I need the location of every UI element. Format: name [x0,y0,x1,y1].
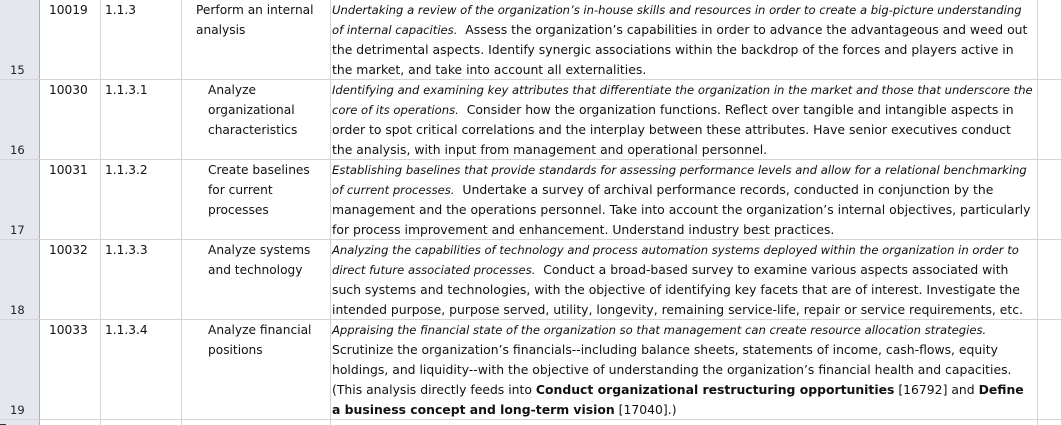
description-cell[interactable] [331,80,1038,159]
task-id-cell[interactable]: 10019 [40,0,101,79]
wbs-cell[interactable] [101,420,182,425]
description-body: Undertake a survey of archival performance records, conducted in conjunction by the management and the operations personnel. Take into account the organization’s internal objectives, particularly for process improvement and enhancement. Understand industry best practices. [332,182,1031,237]
description-summary: Analyzing the capabilities of technology and process automation systems deployed within the organization in order to direct future associated processes. [332,243,1019,277]
row-header[interactable] [0,160,40,239]
description-summary: Undertaking a review of the organization’s in-house skills and resources in order to create a big-picture understanding of internal capacities. [332,3,1022,37]
row-header[interactable] [0,420,40,425]
task-name-cell[interactable]: Perform an internal analysis [182,0,331,79]
row-number: 18 [10,303,25,317]
wbs-cell[interactable]: 1.1.3.4 [101,320,182,419]
task-name-cell[interactable]: Analyze systems and technology [182,240,331,319]
task-id-cell[interactable] [40,420,101,425]
linked-task-ref: [16792] and [898,382,975,397]
wbs-cell[interactable]: 1.1.3 [101,0,182,79]
wbs-cell[interactable]: 1.1.3.1 [101,80,182,159]
description-cell[interactable] [331,0,1038,79]
linked-task-restructuring: Conduct organizational restructuring opportunities [535,382,895,397]
row-header[interactable] [0,80,40,159]
row-header[interactable] [0,0,40,79]
description-body: Scrutinize the organization’s financials--including balance sheets, statements of income, cash-flows, equity holdings, and liquidity--with the objective of understanding the organization’s financial health and capacities. (This analysis directly feeds into [332,342,1012,397]
empty-cell[interactable] [1038,80,1061,159]
row-header[interactable] [0,320,40,419]
description-body: Assess the organization’s capabilities in order to advance the advantageous and weed out the detrimental aspects. Identify synergic associations within the backdrop of the forces and players active in the market, and take into account all externalities. [332,22,1028,77]
row-header[interactable] [0,240,40,319]
table-row[interactable] [0,80,1061,160]
task-name-cell[interactable]: Create baselines for current processes [182,160,331,239]
task-name-cell[interactable]: Analyze organizational characteristics [182,80,331,159]
description-cell[interactable] [331,240,1038,319]
task-name-cell[interactable] [182,420,331,425]
description-cell[interactable] [331,160,1038,239]
empty-cell[interactable] [1038,240,1061,319]
table-row[interactable] [0,0,1061,80]
wbs-cell[interactable]: 1.1.3.3 [101,240,182,319]
description-cell[interactable] [331,420,1038,425]
row-number: 15 [10,63,25,77]
linked-task-ref: [17040].) [618,402,677,417]
table-row[interactable] [0,160,1061,240]
row-number: 16 [10,143,25,157]
linked-task-business-concept: Define a business concept and long-term vision [332,382,1024,417]
description-cell[interactable] [331,320,1038,419]
empty-cell[interactable] [1038,320,1061,419]
description-summary: Appraising the financial state of the organization so that management can create resource allocation strategies. [332,323,987,337]
description-body: Conduct a broad-based survey to examine various aspects associated with such systems and technologies, with the objective of identifying key facets that are of interest. Investigate the intended purpose, purpose served, utility, longevity, remaining service-life, repair or service requirements, etc. [332,262,1024,317]
empty-cell[interactable] [1038,420,1061,425]
table-row[interactable] [0,420,1061,425]
empty-cell[interactable] [1038,0,1061,79]
row-number: 17 [10,223,25,237]
table-row[interactable] [0,240,1061,320]
table-row[interactable] [0,320,1061,420]
description-summary: Establishing baselines that provide standards for assessing performance levels and allow for a relational benchmarking of current processes. [332,163,1027,197]
task-id-cell[interactable]: 10033 [40,320,101,419]
task-id-cell[interactable]: 10032 [40,240,101,319]
task-id-cell[interactable]: 10031 [40,160,101,239]
task-name-cell[interactable]: Analyze financial positions [182,320,331,419]
row-number: 19 [10,403,25,417]
description-summary: Identifying and examining key attributes that differentiate the organization in the market and those that underscore the core of its operations. [332,83,1033,117]
empty-cell[interactable] [1038,160,1061,239]
description-body: Consider how the organization functions. Reflect over tangible and intangible aspects in order to spot critical correlations and the interplay between these attributes. Have senior executives conduct the analysis, with input from management and operational personnel. [332,102,1014,157]
task-id-cell[interactable]: 10030 [40,80,101,159]
wbs-cell[interactable]: 1.1.3.2 [101,160,182,239]
